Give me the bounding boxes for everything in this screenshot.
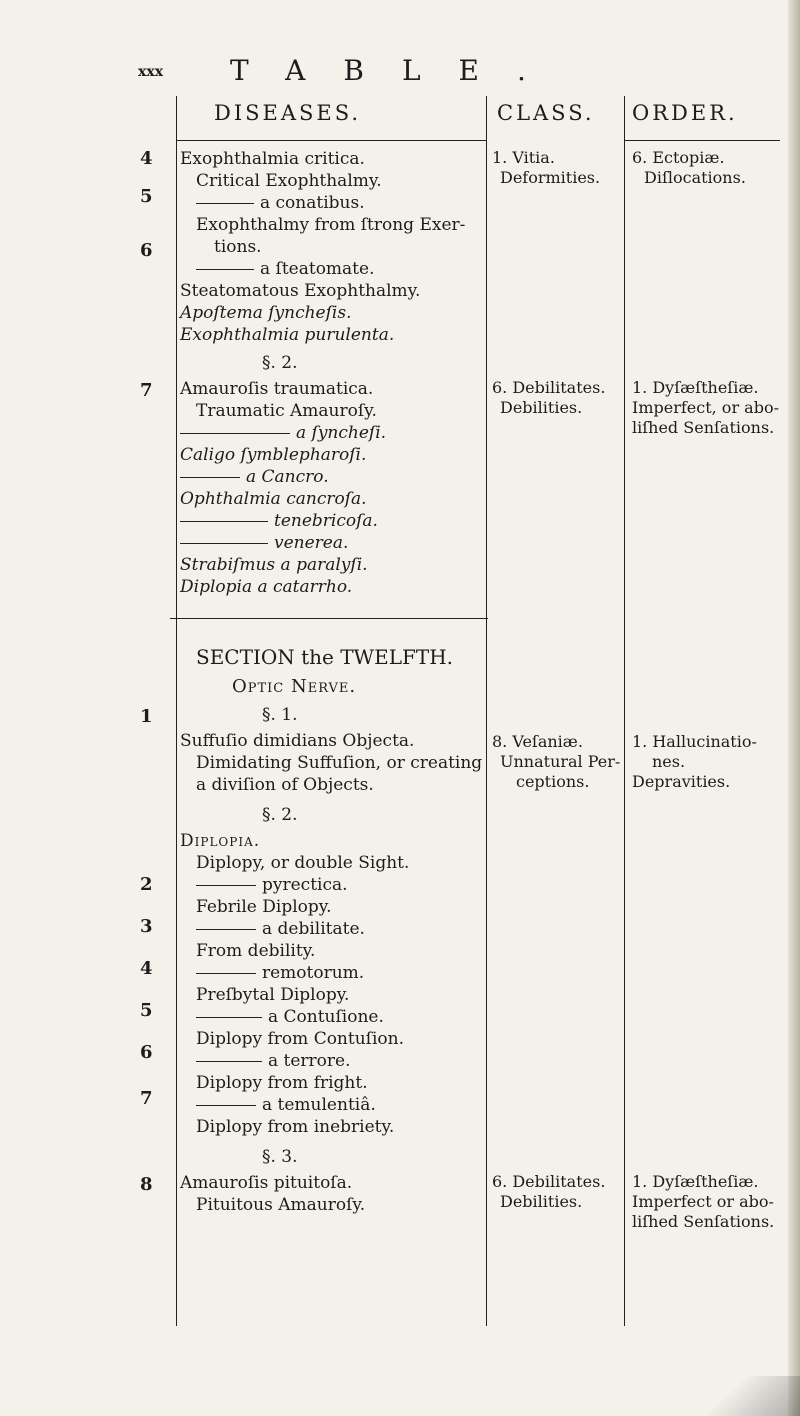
margin-number: 3	[140, 916, 153, 937]
entry-line: Caligo ſymblepharoſi.	[180, 445, 367, 465]
entry-line: a Contuſione.	[196, 1006, 384, 1028]
entry-line: a conatibus.	[196, 192, 365, 214]
entry-line: a temulentiâ.	[196, 1094, 376, 1116]
entry-line: Diplopy from inebriety.	[196, 1117, 395, 1137]
page-corner-shadow	[680, 1376, 800, 1416]
section-mark: §. 2.	[262, 805, 298, 825]
entry-line: Diplopia a catarrho.	[180, 577, 353, 597]
entry-line: tenebricoſa.	[180, 510, 378, 532]
entry-line: Dimidating Suffuſion, or creating	[196, 753, 483, 773]
section-subtitle: Optic Nerve.	[232, 676, 357, 697]
column-rule-right	[624, 96, 625, 1326]
entry-line: a ſyncheſi.	[180, 422, 386, 444]
order-text: 1. Dyſæſtheſiæ.	[632, 378, 759, 397]
running-head	[0, 50, 800, 90]
header-diseases: DISEASES.	[214, 101, 362, 125]
margin-number: 5	[140, 1000, 153, 1021]
entry-line: Exophthalmia purulenta.	[180, 325, 395, 345]
entry-line: Diplopy from fright.	[196, 1073, 368, 1093]
column-rule-left	[176, 96, 177, 1326]
order-text: nes.	[652, 752, 686, 771]
class-text: Unnatural Per-	[500, 752, 621, 771]
entry-line: tions.	[214, 237, 262, 257]
margin-number: 6	[140, 240, 153, 261]
order-text: Imperfect, or abo-	[632, 398, 779, 417]
entry-line: remotorum.	[196, 962, 364, 984]
entry-line: Febrile Diplopy.	[196, 897, 332, 917]
section-mark: §. 3.	[262, 1147, 298, 1167]
header-rule-diseases	[176, 140, 486, 141]
entry-line: Amauroſis pituitoſa.	[180, 1173, 353, 1193]
order-text: 6. Ectopiæ.	[632, 148, 725, 167]
order-text: Imperfect or abo-	[632, 1192, 774, 1211]
margin-number: 6	[140, 1042, 153, 1063]
column-rule-middle	[486, 96, 487, 1326]
margin-number: 5	[140, 186, 153, 207]
entry-line: Exophthalmia critica.	[180, 149, 365, 169]
margin-number: 4	[140, 148, 153, 169]
section-mark: §. 1.	[262, 705, 298, 725]
entry-line: Diplopy from Contuſion.	[196, 1029, 404, 1049]
entry-line: Critical Exophthalmy.	[196, 171, 382, 191]
entry-line: Steatomatous Exophthalmy.	[180, 281, 421, 301]
class-text: Debilities.	[500, 1192, 583, 1211]
header-class: CLASS.	[497, 101, 595, 125]
entry-line: Suffuſio dimidians Objecta.	[180, 731, 415, 751]
page-edge	[788, 0, 800, 1416]
section-divider	[170, 618, 488, 619]
entry-line: Strabiſmus a paralyſi.	[180, 555, 368, 575]
class-text: ceptions.	[516, 772, 590, 791]
class-text: 8. Veſaniæ.	[492, 732, 583, 751]
entry-line: a debilitate.	[196, 918, 365, 940]
class-text: 6. Debilitates.	[492, 378, 606, 397]
order-text: Diſlocations.	[644, 168, 746, 187]
margin-number: 1	[140, 706, 153, 727]
entry-line: a ſteatomate.	[196, 258, 374, 280]
header-order: ORDER.	[632, 101, 738, 125]
entry-line: Diplopy, or double Sight.	[196, 853, 410, 873]
order-text: 1. Hallucinatio-	[632, 732, 757, 751]
entry-line: Pituitous Amauroſy.	[196, 1195, 366, 1215]
entry-line: venerea.	[180, 532, 348, 554]
header-rule-order	[625, 140, 780, 141]
entry-line: a terrore.	[196, 1050, 351, 1072]
entry-line: Apoſtema ſyncheſis.	[180, 303, 352, 323]
order-text: liſhed Senſations.	[632, 1212, 775, 1231]
margin-number: 4	[140, 958, 153, 979]
order-text: Depravities.	[632, 772, 731, 791]
class-text: Debilities.	[500, 398, 583, 417]
entry-line: Amauroſis traumatica.	[180, 379, 374, 399]
entry-line: Diplopia.	[180, 831, 261, 851]
entry-line: Exophthalmy from ſtrong Exer-	[196, 215, 466, 235]
entry-line: pyrectica.	[196, 874, 348, 896]
entry-line: Traumatic Amauroſy.	[196, 401, 377, 421]
entry-line: a diviſion of Objects.	[196, 775, 374, 795]
margin-number: 2	[140, 874, 153, 895]
section-title: SECTION the TWELFTH.	[196, 645, 454, 669]
class-text: 6. Debilitates.	[492, 1172, 606, 1191]
entry-line: Preſbytal Diplopy.	[196, 985, 350, 1005]
class-text: Deformities.	[500, 168, 601, 187]
order-text: liſhed Senſations.	[632, 418, 775, 437]
margin-number: 7	[140, 1088, 153, 1109]
order-text: 1. Dyſæſtheſiæ.	[632, 1172, 759, 1191]
entry-line: From debility.	[196, 941, 316, 961]
class-text: 1. Vitia.	[492, 148, 555, 167]
margin-number: 8	[140, 1174, 153, 1195]
entry-line: Ophthalmia cancroſa.	[180, 489, 367, 509]
entry-line: a Cancro.	[180, 466, 329, 488]
page-title: TABLE.	[230, 54, 564, 87]
section-mark: §. 2.	[262, 353, 298, 373]
folio: xxx	[138, 64, 164, 80]
margin-number: 7	[140, 380, 153, 401]
